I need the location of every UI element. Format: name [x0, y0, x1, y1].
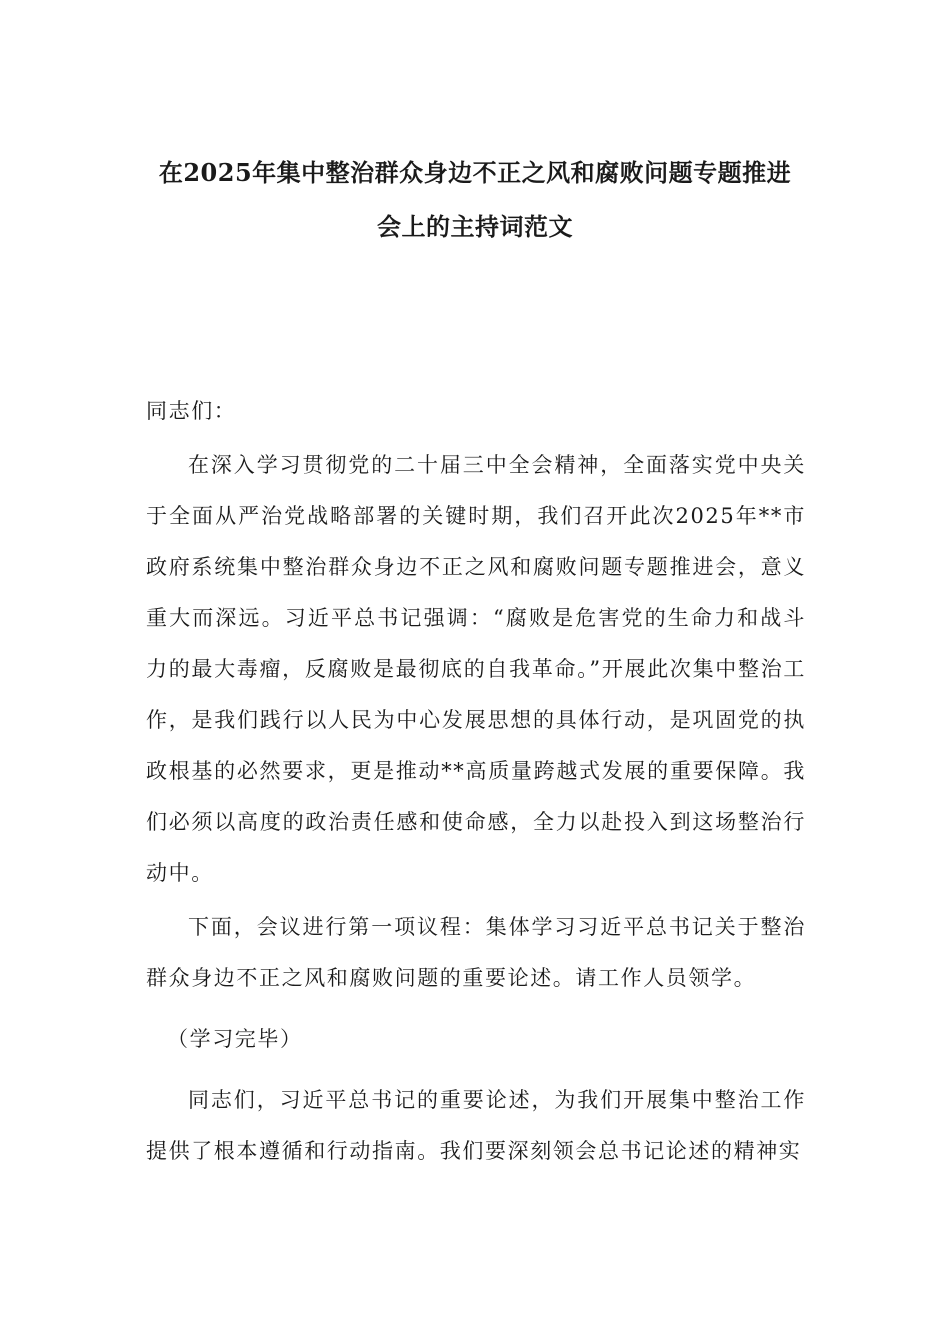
- paragraph-agenda: 下面，会议进行第一项议程：集体学习习近平总书记关于整治群众身边不正之风和腐败问题的重要论述。请工作人员领学。: [146, 915, 806, 990]
- stage-note: （学习完毕）: [167, 1027, 303, 1051]
- title-line-2: 会上的主持词范文: [377, 212, 573, 241]
- document-title: [120, 146, 830, 254]
- salutation: 同志们：: [146, 399, 237, 423]
- paragraph-closing: 同志们，习近平总书记的重要论述，为我们开展集中整治工作提供了根本遵循和行动指南。我们要深刻领会总书记论述的精神实: [146, 1088, 806, 1163]
- paragraph-opening: 在深入学习贯彻党的二十届三中全会精神，全面落实党中央关于全面从严治党战略部署的关键时期，我们召开此次2025年**市政府系统集中整治群众身边不正之风和腐败问题专题推进会，意义重大而深远。习近平总书记强调：“腐败是危害党的生命力和战斗力的最大毒瘤，反腐败是最彻底的自我革命。”开展此次集中整治工作，是我们践行以人民为中心发展思想的具体行动，是巩固党的执政根基的必然要求，更是推动**高质量跨越式发展的重要保障。我们必须以高度的政治责任感和使命感，全力以赴投入到这场整治行动中。: [146, 453, 806, 885]
- title-line-1: 在2025年集中整治群众身边不正之风和腐败问题专题推进: [158, 158, 792, 187]
